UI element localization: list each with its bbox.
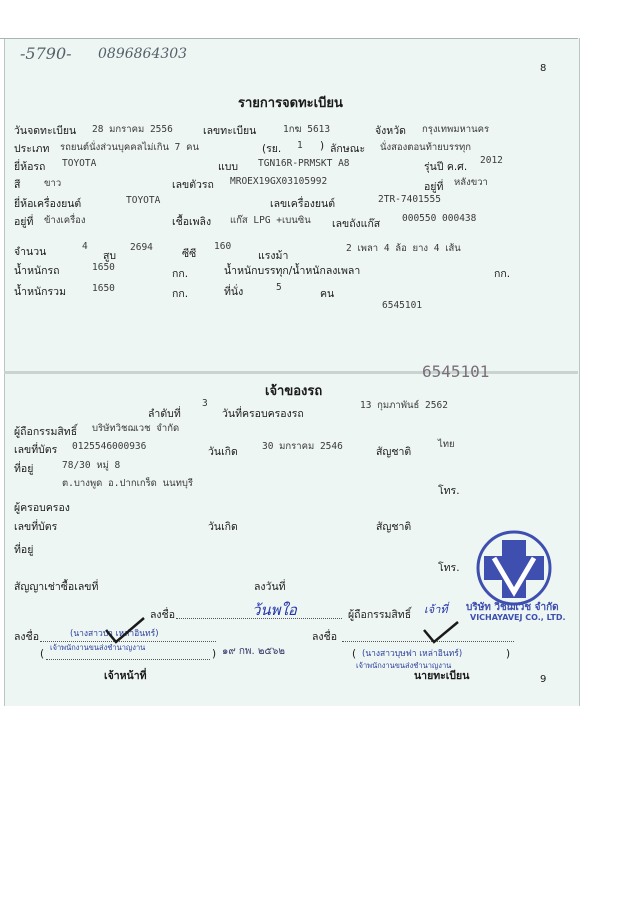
registrar-close-paren: ) <box>506 648 511 660</box>
weight-value: 1650 <box>92 262 115 273</box>
official-role: เจ้าพนักงานขนส่งชำนาญงาน <box>50 643 146 652</box>
owner-nat-label: สัญชาติ <box>376 446 412 458</box>
fuel-label: เชื้อเพลิง <box>172 216 212 228</box>
fuel-value: แก๊ส LPG +เบนซิน <box>230 215 311 226</box>
persons-label: คน <box>320 288 335 300</box>
count-value: 4 <box>82 241 88 252</box>
stroke-label: สูบ <box>103 250 117 262</box>
owner-id-label: เลขที่บัตร <box>14 444 58 456</box>
location-label: อยู่ที่ <box>424 181 444 193</box>
engine-brand-label: ยี่ห้อเครื่องยนต์ <box>14 198 82 210</box>
seq-label: ลำดับที่ <box>148 408 181 420</box>
stamp-company-th: บริษัท วิชฌเวช จำกัด <box>466 602 559 613</box>
count-label: จำนวน <box>14 246 47 258</box>
owner-label: ผู้ถือกรรมสิทธิ์ <box>14 426 78 438</box>
owner-addr-line1: 78/30 หมู่ 8 <box>62 460 121 471</box>
engine-no-value: 2TR-7401555 <box>378 194 441 205</box>
page-number-top: 8 <box>540 63 547 74</box>
official-name: (นางสาวปา เหล่าอินทร์) <box>70 629 159 639</box>
stroke-value: 2694 <box>130 242 153 253</box>
tank-label: เลขถังแก๊ส <box>332 218 381 230</box>
province-value: กรุงเทพมหานคร <box>422 124 490 135</box>
type-value: รถยนต์นั่งส่วนบุคคลไม่เกิน 7 คน <box>60 142 199 153</box>
brand-value: TOYOTA <box>62 158 97 169</box>
stamp-company-en: VICHAYAVEJ CO., LTD. <box>470 613 566 622</box>
province-label: จังหวัด <box>375 125 406 137</box>
handwritten-phone: 0896864303 <box>98 46 188 62</box>
registrar-signature-mark <box>422 620 462 646</box>
official-title: เจ้าหน้าที่ <box>104 670 147 682</box>
handwritten-note: -5790- <box>20 44 72 63</box>
possess-label: วันที่ครอบครองรถ <box>222 408 304 420</box>
rye-label: (รย. <box>262 143 282 155</box>
official-sign-label: ลงชื่อ <box>14 631 39 643</box>
axles-value: 2 เพลา 4 ล้อ ยาง 4 เส้น <box>346 243 461 254</box>
brand-label: ยี่ห้อรถ <box>14 161 46 173</box>
registrar-name: (นางสาวบุษฟา เหล่าอินทร์) <box>362 649 463 659</box>
type-label: ประเภท <box>14 143 50 155</box>
registrar-sign-label: ลงชื่อ <box>312 631 337 643</box>
possessor-tel-label: โทร. <box>438 562 460 574</box>
possessor-nat-label: สัญชาติ <box>376 521 412 533</box>
plate-value: 1กฆ 5613 <box>283 124 331 135</box>
possessor-id-label: เลขที่บัตร <box>14 521 58 533</box>
registrar-role: เจ้าพนักงานขนส่งชำนาญงาน <box>356 661 452 670</box>
chassis-label: เลขตัวรถ <box>172 179 214 191</box>
kg-unit-2: กก. <box>494 268 511 280</box>
seq-value: 3 <box>202 398 208 409</box>
sign-label-top: ลงชื่อ <box>150 609 175 621</box>
year-value: 2012 <box>480 155 503 166</box>
official-close-paren: ) <box>212 648 217 660</box>
serial-number: 6545101 <box>382 300 423 311</box>
engine-brand-value: TOYOTA <box>126 195 161 206</box>
page-number-bottom: 9 <box>540 674 547 685</box>
sign-handwriting: ว้นพใอ <box>252 601 297 619</box>
kg-unit-3: กก. <box>172 288 189 300</box>
model-label: แบบ <box>218 161 239 173</box>
registrar-title: นายทะเบียน <box>414 670 470 682</box>
serial-number-faint: 6545101 <box>422 362 490 381</box>
load-label: น้ำหนักบรรทุก/น้ำหนักลงเพลา <box>224 265 361 277</box>
weight-label: น้ำหนักรถ <box>14 265 60 277</box>
reg-date-label: วันจดทะเบียน <box>14 125 77 137</box>
owner-id-value: 0125546000936 <box>72 441 147 452</box>
lease-label: สัญญาเช่าซื้อเลขที่ <box>14 581 99 593</box>
registrar-open-paren: ( <box>352 648 357 660</box>
cc-label: ซีซี <box>182 248 197 260</box>
possess-date: 13 กุมภาพันธ์ 2562 <box>360 400 448 411</box>
character-label: ลักษณะ <box>330 143 366 155</box>
plate-label: เลขทะเบียน <box>203 125 257 137</box>
owner-addr-line2: ต.บางพูด อ.ปากเกร็ด นนทบุรี <box>62 478 193 489</box>
possessor-dob-label: วันเกิด <box>208 521 238 533</box>
cc-value: 160 <box>214 241 232 252</box>
official-open-paren: ( <box>40 648 45 660</box>
page-top-edge <box>0 38 578 39</box>
gross-label: น้ำหนักรวม <box>14 286 66 298</box>
engine-loc-value: ข้างเครื่อง <box>44 215 86 226</box>
color-label: สี <box>14 179 21 191</box>
page-fold <box>4 371 578 374</box>
reg-date-value: 28 มกราคม 2556 <box>92 124 173 135</box>
character-value: นั่งสองตอนท้ายบรรทุก <box>380 142 472 153</box>
owner-name: บริษัทวิชฌเวช จำกัด <box>92 423 180 434</box>
official-paren-line <box>46 658 210 660</box>
owner-dob-value: 30 มกราคม 2546 <box>262 441 343 452</box>
year-label: รุ่นปี ค.ศ. <box>424 161 468 173</box>
seats-label: ที่นั่ง <box>224 286 244 298</box>
registration-title: รายการจดทะเบียน <box>238 96 343 111</box>
engine-loc-label: อยู่ที่ <box>14 216 34 228</box>
engine-no-label: เลขเครื่องยนต์ <box>270 198 336 210</box>
rye-close: ) <box>320 140 325 152</box>
owner-sign-label: ผู้ถือกรรมสิทธิ์ <box>348 609 412 621</box>
tank-value: 000550 000438 <box>402 213 477 224</box>
kg-unit-1: กก. <box>172 268 189 280</box>
owner-tel-label: โทร. <box>438 485 460 497</box>
owner-title: เจ้าของรถ <box>265 384 323 399</box>
official-signature-mark <box>104 616 148 646</box>
date-stamp: ๑๙ กพ. ๒๕๖๒ <box>222 646 285 657</box>
model-value: TGN16R-PRMSKT A8 <box>258 158 350 169</box>
color-value: ขาว <box>44 178 62 189</box>
chassis-value: MROEX19GX03105992 <box>230 176 328 187</box>
possessor-addr-label: ที่อยู่ <box>14 544 34 556</box>
owner-dob-label: วันเกิด <box>208 446 238 458</box>
owner-addr-label: ที่อยู่ <box>14 463 34 475</box>
rye-value: 1 <box>297 140 303 151</box>
owner-nat-value: ไทย <box>438 439 455 450</box>
owner-sign-handwriting: เจ้าที่ <box>424 603 448 616</box>
possessor-label: ผู้ครอบครอง <box>14 502 70 514</box>
signed-date-label: ลงวันที่ <box>254 581 286 593</box>
seats-value: 5 <box>276 282 282 293</box>
hp-label: แรงม้า <box>258 250 289 262</box>
location-value: หลังขวา <box>454 177 488 188</box>
gross-value: 1650 <box>92 283 115 294</box>
